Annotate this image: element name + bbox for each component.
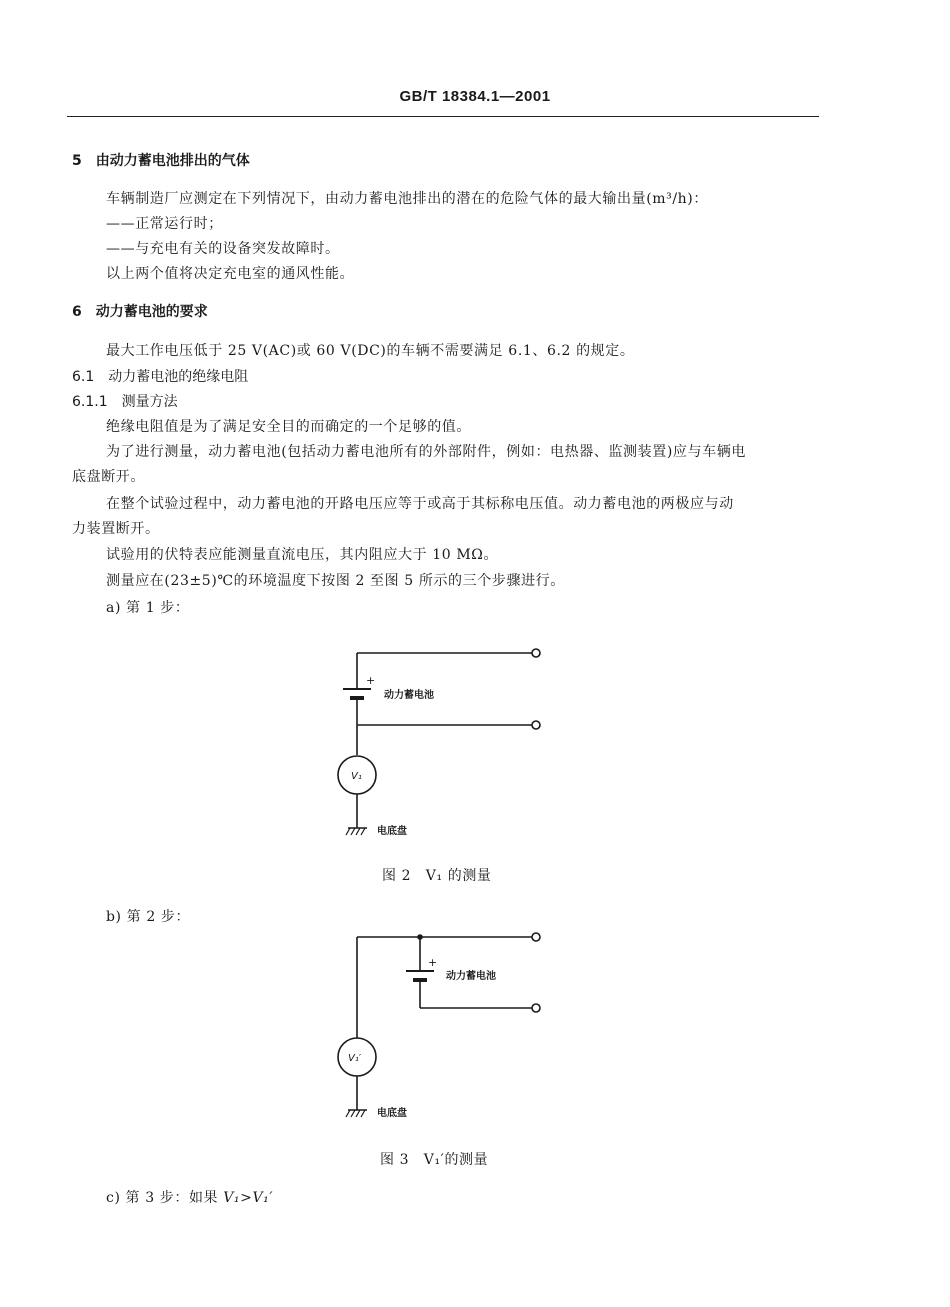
doc-header: GB/T 18384.1—2001 xyxy=(399,88,551,105)
figure-2-caption: 图 2 V₁ 的测量 xyxy=(382,868,492,884)
fig3-terminal-top xyxy=(532,933,540,941)
fig3-battery-label: 动力蓄电池 xyxy=(446,971,496,982)
section-5-item-1: ——正常运行时； xyxy=(106,216,223,232)
section-6-paragraph-3a: 为了进行测量，动力蓄电池(包括动力蓄电池所有的外部附件，例如：电热器、监测装置)应与车辆电 xyxy=(106,444,746,460)
section-6-1-title: 6.1 动力蓄电池的绝缘电阻 xyxy=(72,369,249,385)
section-6-paragraph-2: 绝缘电阻值是为了满足安全目的而确定的一个足够的值。 xyxy=(106,419,471,435)
fig2-meter-label: V₁ xyxy=(351,771,362,782)
section-5-item-2: ——与充电有关的设备突发故障时。 xyxy=(106,241,340,257)
step-c-prefix: c) 第 3 步：如果 xyxy=(106,1190,224,1206)
section-6-title: 6 动力蓄电池的要求 xyxy=(72,304,208,320)
section-6-paragraph-5: 试验用的伏特表应能测量直流电压，其内阻应大于 10 MΩ。 xyxy=(106,547,499,563)
step-c-expression: V₁>V₁′ xyxy=(223,1190,274,1206)
fig3-plus-sign: + xyxy=(428,956,438,969)
section-6-1-1-title: 6.1.1 测量方法 xyxy=(72,394,178,410)
step-b-label: b) 第 2 步： xyxy=(106,909,191,925)
section-5-paragraph-1: 车辆制造厂应测定在下列情况下，由动力蓄电池排出的潜在的危险气体的最大输出量(m³/h)： xyxy=(106,191,708,207)
fig2-terminal-top xyxy=(532,649,540,657)
section-6-paragraph-6: 测量应在(23±5)℃的环境温度下按图 2 至图 5 所示的三个步骤进行。 xyxy=(106,573,565,589)
fig2-terminal-mid xyxy=(532,721,540,729)
figure-3-caption: 图 3 V₁′的测量 xyxy=(380,1152,489,1168)
fig3-ground-label: 电底盘 xyxy=(377,1108,407,1119)
section-6-paragraph-4b: 力装置断开。 xyxy=(72,521,160,537)
fig2-battery-label: 动力蓄电池 xyxy=(384,690,434,701)
fig2-ground-label: 电底盘 xyxy=(377,826,407,837)
step-a-label: a) 第 1 步： xyxy=(106,600,190,616)
fig2-plus-sign: + xyxy=(366,674,376,687)
section-6-paragraph-4a: 在整个试验过程中，动力蓄电池的开路电压应等于或高于其标称电压值。动力蓄电池的两极应与动 xyxy=(106,496,734,512)
section-6-paragraph-3b: 底盘断开。 xyxy=(72,469,145,485)
section-5-title: 5 由动力蓄电池排出的气体 xyxy=(72,153,250,169)
fig3-terminal-mid xyxy=(532,1004,540,1012)
step-c-label xyxy=(106,1187,273,1207)
section-6-paragraph-1: 最大工作电压低于 25 V(AC)或 60 V(DC)的车辆不需要满足 6.1、6.2 的规定。 xyxy=(106,343,635,359)
section-5-paragraph-2: 以上两个值将决定充电室的通风性能。 xyxy=(106,266,355,282)
fig3-meter-label: V₁′ xyxy=(348,1053,362,1064)
